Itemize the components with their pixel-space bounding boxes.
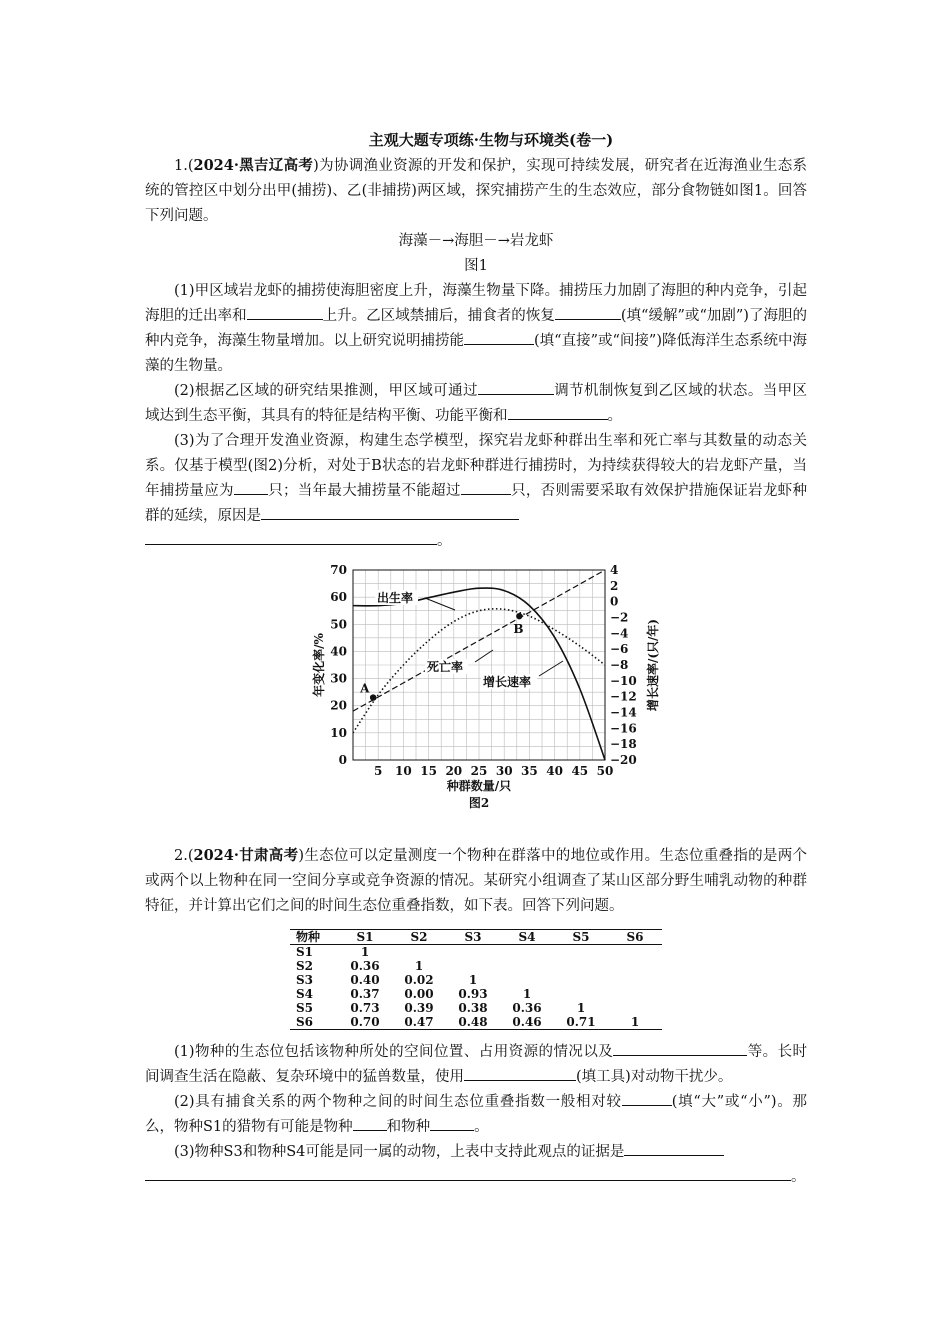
q2-part1: (1)物种的生态位包括该物种所处的空间位置、占用资源的情况以及 等。长时间调查生活在隐蔽、复杂环境中的猛兽数量，使用 (填工具)对动物干扰少。 — [145, 1040, 807, 1090]
table-cell: S3 — [296, 973, 314, 987]
table-cell: S2 — [296, 959, 314, 973]
table-cell — [554, 945, 608, 960]
table-cell — [608, 959, 662, 973]
table-header-cell: S6 — [626, 930, 644, 944]
table-cell: S6 — [296, 1015, 314, 1029]
table-cell — [446, 959, 500, 973]
annotation-leader — [475, 650, 493, 662]
answer-blank[interactable] — [555, 304, 621, 320]
q2-part2: (2)具有捕食关系的两个物种之间的时间生态位重叠指数一般相对较 (填“大”或“小”)。那么，物种S1的猎物有可能是物种 和物种 。 — [145, 1090, 807, 1140]
table-cell — [608, 987, 662, 1001]
table-cell: S1 — [296, 945, 314, 959]
table-header-cell: S3 — [464, 930, 482, 944]
point-label: B — [513, 622, 524, 637]
q2-intro: 2.(2024·甘肃高考)生态位可以定量测度一个物种在群落中的地位或作用。生态位重叠指的是两个或两个以上物种在同一空间分享或竞争资源的情况。某研究小组调查了某山区部分野生哺乳动物的种群特征，并计算出它们之间的时间生态位重叠指数，如下表。回答下列问题。 — [145, 847, 808, 914]
answer-blank[interactable] — [508, 404, 608, 420]
food-chain: 海藻－→海胆－→岩龙虾 — [398, 233, 554, 249]
y2-tick-label: −2 — [610, 610, 629, 625]
x-tick-label: 5 — [374, 764, 383, 778]
table-cell — [554, 959, 608, 973]
x-tick-label: 20 — [445, 764, 463, 778]
table-cell: 0.71 — [566, 1015, 596, 1029]
y2-tick-label: −20 — [610, 753, 637, 767]
table-cell: 0.47 — [404, 1015, 434, 1029]
x-tick-label: 45 — [571, 764, 589, 778]
y-tick-label: 20 — [330, 698, 347, 713]
table-cell: 0.48 — [458, 1015, 488, 1029]
answer-blank[interactable] — [145, 529, 437, 545]
table-cell: 0.36 — [512, 1001, 542, 1015]
y-tick-label: 50 — [330, 617, 347, 632]
y-axis-label: 年变化率/% — [312, 633, 326, 697]
q1-intro: 1.(2024·黑吉辽高考)为协调渔业资源的开发和保护，实现可持续发展，研究者在近海渔业生态系统的管控区中划分出甲(捕捞)、乙(非捕捞)两区域，探究捕捞产生的生态效应，部分食物链如图1。回答下列问题。 — [145, 157, 808, 224]
table-cell — [554, 987, 608, 1001]
y2-tick-label: 4 — [610, 563, 619, 577]
q1-source: 2024·黑吉辽高考 — [193, 157, 314, 174]
table-cell: 1 — [576, 1001, 586, 1015]
y2-tick-label: 0 — [610, 594, 619, 609]
table-cell — [446, 945, 500, 960]
answer-blank[interactable] — [464, 1065, 576, 1081]
table-cell: 0.46 — [512, 1015, 542, 1029]
answer-blank[interactable] — [145, 1165, 791, 1181]
table-cell: 0.93 — [458, 987, 488, 1001]
table-cell: S4 — [296, 987, 314, 1001]
answer-blank[interactable] — [234, 479, 268, 495]
answer-blank[interactable] — [461, 479, 511, 495]
table-header-cell: S2 — [410, 930, 428, 944]
y2-axis-label: 增长速率/(只/年) — [646, 618, 660, 712]
y-tick-label: 40 — [330, 644, 347, 659]
table-header-cell: 物种 — [296, 930, 321, 944]
table-cell: 1 — [414, 959, 424, 973]
x-tick-label: 35 — [521, 764, 538, 778]
answer-blank[interactable] — [430, 1115, 474, 1131]
y2-tick-label: −4 — [610, 626, 629, 641]
table-cell: 0.40 — [350, 973, 380, 987]
table-cell: 1 — [468, 973, 478, 987]
table-cell: S5 — [296, 1001, 314, 1015]
annotation-label: 出生率 — [377, 591, 414, 605]
fig1-caption: 图1 — [464, 258, 488, 274]
annotation-label: 增长速率 — [483, 675, 532, 689]
x-tick-label: 30 — [495, 764, 513, 778]
x-tick-label: 50 — [596, 764, 614, 778]
y-tick-label: 30 — [330, 671, 347, 686]
y2-tick-label: −12 — [610, 689, 637, 704]
x-axis-label: 种群数量/只 — [446, 779, 512, 793]
y2-tick-label: 2 — [610, 578, 619, 593]
table-cell: 1 — [360, 945, 370, 959]
x-tick-label: 15 — [420, 764, 437, 778]
table-cell — [500, 973, 554, 987]
y-tick-label: 60 — [330, 590, 347, 605]
y-tick-label: 10 — [330, 725, 347, 740]
table-cell — [500, 945, 554, 960]
answer-blank[interactable] — [464, 329, 534, 345]
q1-part3: (3)为了合理开发渔业资源，构建生态学模型，探究岩龙虾种群出生率和死亡率与其数量的动态关系。仅基于模型(图2)分析，对处于B状态的岩龙虾种群进行捕捞时，为持续获得较大的岩龙虾产量，当年捕捞量应为 只；当年最大捕捞量不能超过 只，否则需要采取有效保护措施保证岩龙虾种群的延续，原因是 。 — [145, 433, 807, 549]
table-cell — [392, 945, 446, 960]
figure-caption: 图2 — [468, 796, 490, 810]
table-cell: 0.70 — [350, 1015, 380, 1029]
figure-2 — [145, 558, 807, 813]
table-cell: 0.38 — [458, 1001, 488, 1015]
table-row — [290, 1015, 662, 1030]
table-cell — [500, 959, 554, 973]
document-page — [145, 128, 807, 1190]
table-row — [290, 987, 662, 1001]
q1-part1: (1)甲区域岩龙虾的捕捞使海胆密度上升，海藻生物量下降。捕捞压力加剧了海胆的种内竞争，引起海胆的迁出率和 上升。乙区域禁捕后，捕食者的恢复 (填“缓解”或“加剧”)了海胆的种内竞争，海藻生物量增加。以上研究说明捕捞能 (填“直接”或“间接”)降低海洋生态系统中海藻的生物量。 — [145, 283, 808, 374]
q2-source: 2024·甘肃高考 — [193, 847, 299, 864]
table-cell: 0.36 — [350, 959, 380, 973]
table-cell: 0.73 — [350, 1001, 380, 1015]
niche-overlap-table — [290, 929, 662, 1030]
table-cell: 0.00 — [404, 987, 434, 1001]
y2-tick-label: −10 — [610, 673, 637, 688]
table-cell — [608, 945, 662, 960]
table-cell: 0.37 — [350, 987, 380, 1001]
table-cell — [554, 973, 608, 987]
x-tick-label: 10 — [395, 764, 412, 778]
answer-blank[interactable] — [353, 1115, 387, 1131]
table-header-cell: S5 — [572, 930, 590, 944]
table-header-cell: S1 — [356, 930, 374, 944]
y-tick-label: 0 — [338, 753, 347, 767]
table-cell: 1 — [522, 987, 532, 1001]
annotation-leader — [539, 661, 563, 676]
annotation-leader — [425, 598, 455, 610]
table-cell: 0.02 — [404, 973, 434, 987]
y-tick-label: 70 — [330, 563, 347, 577]
population-chart — [305, 558, 665, 813]
table-cell — [608, 973, 662, 987]
x-tick-label: 40 — [546, 764, 563, 778]
table-cell: 1 — [630, 1015, 640, 1029]
table-row — [290, 945, 662, 960]
point-label: A — [360, 681, 370, 696]
y2-tick-label: −8 — [610, 658, 629, 672]
y2-tick-label: −16 — [610, 721, 637, 736]
answer-blank[interactable] — [613, 1040, 747, 1056]
x-tick-label: 25 — [470, 764, 488, 778]
page-title: 主观大题专项练·生物与环境类(卷一) — [368, 131, 614, 149]
answer-blank[interactable] — [261, 504, 519, 520]
y2-tick-label: −14 — [610, 705, 637, 720]
answer-blank[interactable] — [247, 304, 323, 320]
answer-blank[interactable] — [624, 1140, 724, 1156]
table-body — [290, 945, 662, 1030]
q1-part2: (2)根据乙区域的研究结果推测，甲区域可通过 调节机制恢复到乙区域的状态。当甲区域达到生态平衡，其具有的特征是结构平衡、功能平衡和 。 — [145, 379, 807, 429]
y2-tick-label: −6 — [610, 642, 629, 657]
table-row — [290, 959, 662, 973]
table-row — [290, 973, 662, 987]
table-cell — [608, 1001, 662, 1015]
table-cell: 0.39 — [404, 1001, 434, 1015]
table-row — [290, 1001, 662, 1015]
q2-part3: (3)物种S3和物种S4可能是同一属的动物，上表中支持此观点的证据是 。 — [145, 1140, 807, 1190]
answer-blank[interactable] — [622, 1090, 672, 1106]
annotation-label: 死亡率 — [427, 660, 464, 674]
answer-blank[interactable] — [478, 379, 554, 395]
point-A — [370, 694, 376, 700]
table-header-cell: S4 — [518, 930, 536, 944]
point-B — [516, 613, 522, 619]
table-header-row — [290, 930, 662, 945]
y2-tick-label: −18 — [610, 737, 637, 752]
